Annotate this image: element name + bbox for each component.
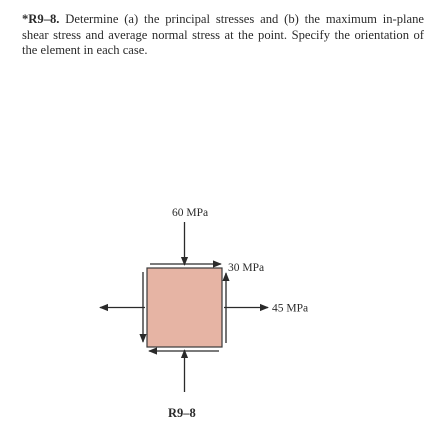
label-shear: 30 MPa	[228, 262, 265, 274]
problem-text: Determine (a) the principal stresses and (b) the maximum in-plane shear stress and average normal stress at the point. Specify the orientation of the element in each case.	[22, 12, 424, 58]
figure-caption: R9–8	[168, 406, 196, 420]
problem-number: *R9–8.	[22, 12, 60, 26]
label-normal-horizontal: 45 MPa	[272, 302, 309, 315]
stress-element	[147, 268, 222, 347]
label-normal-vertical: 60 MPa	[172, 207, 209, 219]
